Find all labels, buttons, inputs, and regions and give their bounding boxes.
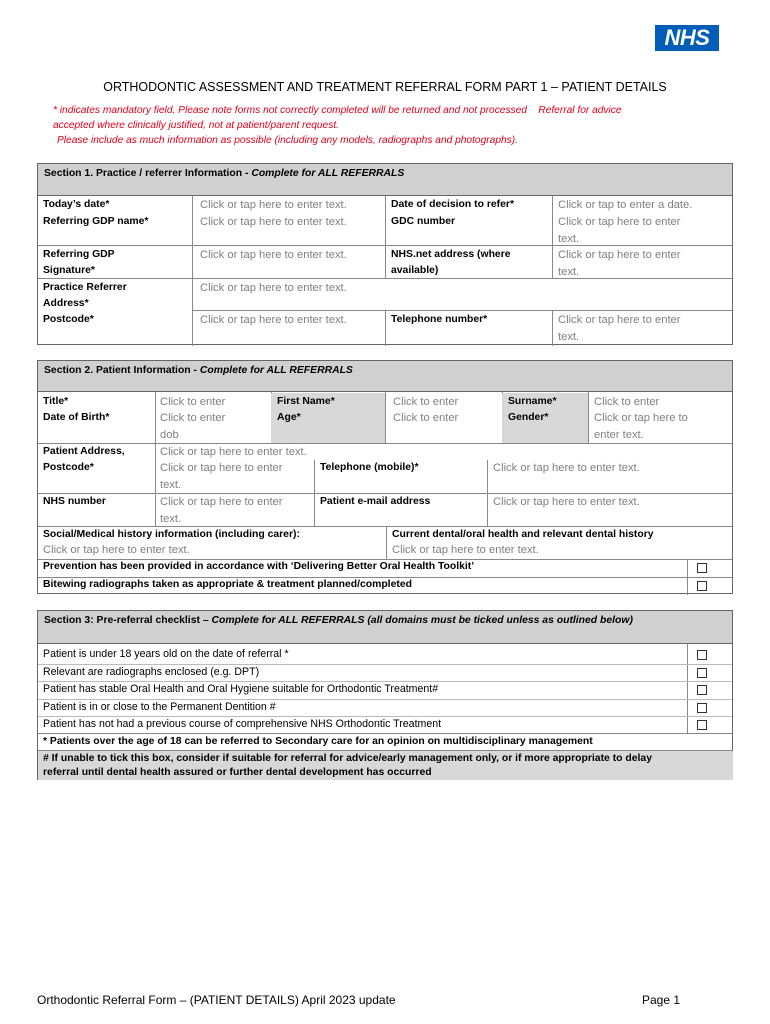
gdp-signature-label: Referring GDP Signature*: [43, 249, 115, 276]
checklist-item-label: Patient is under 18 years old on the date of referral *: [43, 648, 289, 660]
checklist-item-checkbox[interactable]: [697, 685, 707, 695]
gender-field[interactable]: Click or tap here to enter text.: [594, 412, 688, 441]
mobile-label: Telephone (mobile)*: [320, 462, 419, 473]
title-field[interactable]: Click to enter: [160, 396, 226, 408]
social-medical-field[interactable]: Click or tap here to enter text.: [43, 544, 190, 556]
postcode-label: Postcode*: [43, 314, 94, 325]
dob-label: Date of Birth*: [43, 412, 110, 423]
oral-health-note: # If unable to tick this box, consider if suitable for referral for advice/early management only, or if more appropriate to delay referral until dental health assured or further dental development has occurred: [43, 753, 652, 778]
gdc-number-field[interactable]: Click or tap here to enter text.: [558, 216, 681, 245]
prevention-label: Prevention has been provided in accordance with ‘Delivering Better Oral Health Toolkit’: [43, 561, 475, 572]
age-label: Age*: [277, 412, 301, 423]
bitewing-label: Bitewing radiographs taken as appropriate & treatment planned/completed: [43, 579, 412, 590]
patient-address-label: Patient Address, Postcode*: [43, 446, 125, 473]
dob-field[interactable]: Click to enter dob: [160, 412, 226, 441]
page-number: Page 1: [642, 993, 681, 1007]
patient-email-label: Patient e-mail address: [320, 496, 431, 507]
dental-history-label: Current dental/oral health and relevant dental history: [392, 529, 654, 540]
include-info-note: Please include as much information as possible (including any models, radiographs and photographs).: [57, 135, 518, 146]
practice-address-field[interactable]: Click or tap here to enter text.: [200, 282, 347, 294]
nhs-number-field[interactable]: Click or tap here to enter text.: [160, 496, 283, 525]
postcode-field[interactable]: Click or tap here to enter text.: [200, 314, 347, 326]
dental-history-field[interactable]: Click or tap here to enter text.: [392, 544, 539, 556]
section-1-heading: Section 1. Practice / referrer Information - Complete for ALL REFERRALS: [38, 164, 732, 196]
nhsnet-address-label: NHS.net address (where available): [391, 249, 511, 276]
checklist-item-label: Patient has stable Oral Health and Oral Hygiene suitable for Orthodontic Treatment#: [43, 683, 439, 696]
patient-email-field[interactable]: Click or tap here to enter text.: [493, 496, 640, 508]
decision-date-label: Date of decision to refer*: [391, 199, 514, 210]
surname-field[interactable]: Click to enter: [594, 396, 660, 408]
advice-note: accepted where clinically justified, not at patient/parent request.: [53, 120, 339, 131]
age-field[interactable]: Click to enter: [393, 412, 459, 424]
decision-date-field[interactable]: Click or tap to enter a date.: [558, 199, 693, 211]
section-1: [37, 163, 733, 345]
first-name-label: First Name*: [277, 396, 335, 407]
checklist-item-label: Patient has not had a previous course of comprehensive NHS Orthodontic Treatment: [43, 718, 442, 731]
practice-address-label: Practice Referrer Address*: [43, 282, 127, 309]
gdp-name-field[interactable]: Click or tap here to enter text.: [200, 216, 347, 228]
surname-label: Surname*: [508, 396, 557, 407]
checklist-item-checkbox[interactable]: [697, 703, 707, 713]
gender-label: Gender*: [508, 412, 549, 423]
nhsnet-address-field[interactable]: Click or tap here to enter text.: [558, 249, 681, 278]
nhs-logo: NHS: [655, 25, 719, 51]
todays-date-label: Today’s date*: [43, 199, 110, 210]
mandatory-note-text: * indicates mandatory field. Please note forms not correctly completed will be returned and not processed: [53, 105, 527, 116]
checklist-item-label: Patient is in or close to the Permanent Dentition #: [43, 700, 276, 713]
section-2-heading: Section 2. Patient Information - Complete for ALL REFERRALS: [38, 361, 732, 392]
prevention-checkbox[interactable]: [697, 563, 707, 573]
gdp-signature-field[interactable]: Click or tap here to enter text.: [200, 249, 347, 261]
nhs-number-label: NHS number: [43, 496, 106, 507]
patient-postcode-field[interactable]: Click or tap here to enter text.: [160, 462, 283, 491]
mandatory-note: [53, 105, 622, 116]
age-note: * Patients over the age of 18 can be referred to Secondary care for an opinion on multidisciplinary management: [43, 736, 593, 747]
telephone-field[interactable]: Click or tap here to enter text.: [558, 314, 681, 343]
advice-note-text: Referral for advice: [538, 105, 622, 116]
todays-date-field[interactable]: Click or tap here to enter text.: [200, 199, 347, 211]
section-3: [37, 610, 733, 780]
telephone-label: Telephone number*: [391, 314, 488, 325]
footer-text: Orthodontic Referral Form – (PATIENT DETAILS) April 2023 update: [37, 993, 396, 1007]
checklist-item-checkbox[interactable]: [697, 720, 707, 730]
gdp-name-label: Referring GDP name*: [43, 216, 149, 227]
checklist-item-label: Relevant are radiographs enclosed (e.g. DPT): [43, 665, 260, 678]
first-name-field[interactable]: Click to enter: [393, 396, 459, 408]
checklist-item-checkbox[interactable]: [697, 668, 707, 678]
patient-address-field[interactable]: Click or tap here to enter text.: [160, 446, 307, 458]
bitewing-checkbox[interactable]: [697, 581, 707, 591]
form-title: ORTHODONTIC ASSESSMENT AND TREATMENT REFERRAL FORM PART 1 – PATIENT DETAILS: [103, 80, 667, 94]
title-label: Title*: [43, 396, 69, 407]
section-3-heading: Section 3: Pre-referral checklist – Complete for ALL REFERRALS (all domains must be ticked unless as outlined below): [38, 611, 732, 644]
gdc-number-label: GDC number: [391, 216, 456, 227]
social-medical-label: Social/Medical history information (including carer):: [43, 529, 300, 540]
checklist-item-checkbox[interactable]: [697, 650, 707, 660]
mobile-field[interactable]: Click or tap here to enter text.: [493, 462, 640, 474]
section-2: [37, 360, 733, 594]
